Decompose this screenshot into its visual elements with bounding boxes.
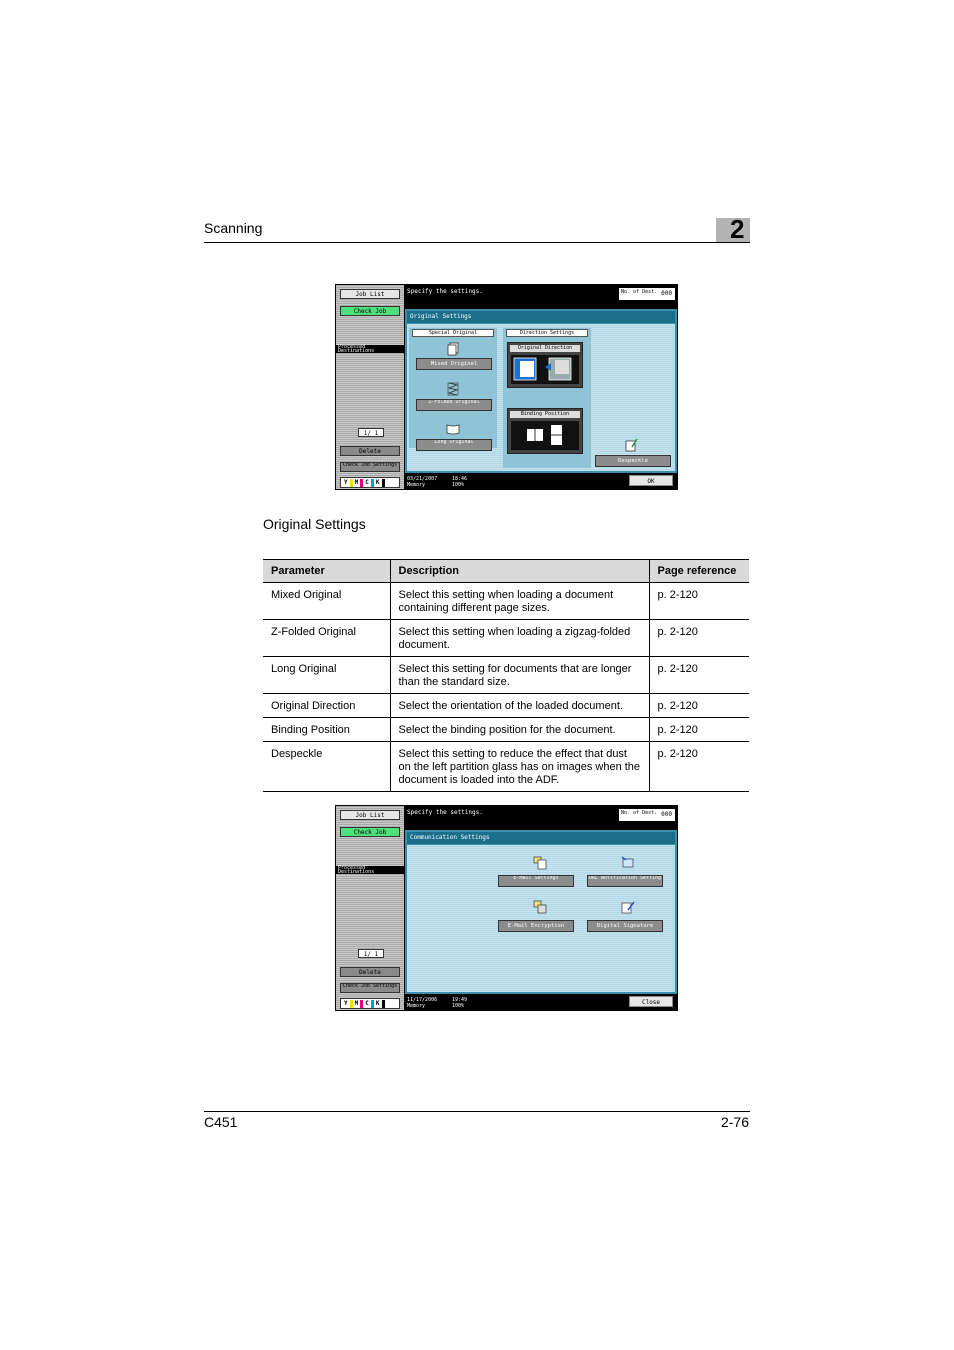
settings-content — [407, 845, 675, 992]
screen-title: Original Settings — [407, 311, 675, 323]
job-list-button[interactable]: Job List — [340, 810, 400, 820]
cell-description: Select this setting when loading a document containing different page sizes. — [390, 583, 649, 620]
header-description: Description — [390, 560, 649, 583]
cell-parameter: Despeckle — [263, 742, 390, 792]
cell-description: Select this setting for documents that are longer than the standard size. — [390, 657, 649, 694]
table-row — [263, 620, 749, 657]
toner-indicator — [340, 477, 400, 488]
cell-page-reference: p. 2-120 — [649, 657, 749, 694]
date-memory — [407, 997, 437, 1009]
digital-signature-button[interactable]: Digital Signature — [587, 920, 663, 932]
page-counter: 1/ 1 — [358, 428, 384, 437]
table-header-row — [263, 560, 749, 583]
close-button[interactable]: Close — [629, 996, 673, 1007]
memory-value: 100% — [452, 1003, 465, 1009]
page-counter: 1/ 1 — [358, 949, 384, 958]
destination-counter — [619, 288, 675, 300]
memory-label: Memory — [407, 1003, 426, 1009]
time-memory-value — [452, 476, 467, 488]
time-text: 19:49 — [452, 997, 468, 1003]
footer-rule — [204, 1111, 750, 1112]
digital-signature-icon — [621, 900, 635, 914]
long-original-icon — [446, 422, 460, 436]
long-original-button[interactable]: Long Original — [416, 439, 492, 451]
binding-position-preview — [511, 421, 579, 450]
z-folded-original-icon — [446, 382, 460, 396]
chapter-number: 2 — [730, 214, 745, 244]
job-list-button[interactable]: Job List — [340, 289, 400, 299]
toner-k-label: K — [375, 1000, 380, 1007]
memory-value: 100% — [452, 482, 465, 488]
special-original-group — [409, 328, 497, 448]
prompt-text: Specify the settings. — [407, 288, 483, 295]
footer-model: C451 — [204, 1114, 238, 1130]
check-job-settings-button[interactable]: Check Job Settings — [340, 462, 400, 472]
time-text: 18:46 — [452, 476, 468, 482]
table-row — [263, 583, 749, 620]
message-bar — [405, 285, 677, 309]
date-text: 11/17/2006 — [407, 997, 438, 1003]
cell-description: Select this setting when loading a zigzag-folded document. — [390, 620, 649, 657]
figure-caption: Original Settings — [263, 516, 366, 532]
cell-parameter: Original Direction — [263, 694, 390, 718]
cell-page-reference: p. 2-120 — [649, 620, 749, 657]
toner-k-label: K — [375, 479, 380, 486]
cell-parameter: Long Original — [263, 657, 390, 694]
counter-label: No. of Dest. — [621, 810, 658, 816]
email-settings-button[interactable]: E-Mail Settings — [498, 875, 574, 887]
email-encryption-icon — [533, 900, 547, 914]
counter-label: No. of Dest. — [621, 289, 658, 295]
cell-description: Select the binding position for the document. — [390, 718, 649, 742]
cell-parameter: Mixed Original — [263, 583, 390, 620]
binding-position-icon — [511, 421, 579, 449]
date-text: 03/21/2007 — [407, 476, 438, 482]
settings-area — [405, 830, 677, 994]
message-bar — [405, 806, 677, 830]
toner-indicator — [340, 998, 400, 1009]
original-direction-button[interactable] — [507, 342, 583, 388]
toner-c-label: C — [365, 1000, 369, 1007]
parameter-table — [263, 559, 749, 792]
cell-description: Select the orientation of the loaded document. — [390, 694, 649, 718]
toner-m-label: M — [354, 479, 359, 486]
settings-content — [407, 324, 675, 471]
cell-page-reference: p. 2-120 — [649, 583, 749, 620]
toner-m-label: M — [354, 1000, 359, 1007]
cell-page-reference: p. 2-120 — [649, 718, 749, 742]
toner-y-label: Y — [344, 479, 348, 486]
cell-page-reference: p. 2-120 — [649, 742, 749, 792]
despeckle-icon — [624, 438, 638, 452]
communication-settings-screenshot — [335, 805, 678, 1011]
check-job-button[interactable]: Check Job — [340, 827, 400, 837]
processed-destinations-label: Processed Destinations — [336, 866, 404, 874]
toner-y-label: Y — [344, 1000, 348, 1007]
url-notification-button[interactable]: URL Notification Setting — [587, 875, 663, 887]
cell-parameter: Binding Position — [263, 718, 390, 742]
header-page-reference: Page reference — [649, 560, 749, 583]
z-folded-original-button[interactable]: Z-Folded Original — [416, 399, 492, 411]
table-row — [263, 742, 749, 792]
destination-counter — [619, 809, 675, 821]
url-notification-icon — [621, 856, 635, 870]
prompt-text: Specify the settings. — [407, 809, 483, 816]
original-direction-icon — [511, 355, 579, 383]
binding-position-button[interactable] — [507, 408, 583, 454]
delete-button[interactable]: Delete — [340, 446, 400, 456]
memory-label: Memory — [407, 482, 426, 488]
cell-description: Select this setting to reduce the effect that dust on the left partition glass has on images when the document is loaded into the ADF. — [390, 742, 649, 792]
table-row — [263, 718, 749, 742]
direction-settings-group — [503, 328, 591, 468]
status-bar — [405, 473, 677, 489]
counter-value: 000 — [661, 811, 672, 818]
original-direction-label: Original Direction — [510, 345, 580, 352]
left-panel — [336, 806, 404, 1010]
footer-page-number: 2-76 — [720, 1114, 749, 1130]
cell-page-reference: p. 2-120 — [649, 694, 749, 718]
check-job-button[interactable]: Check Job — [340, 306, 400, 316]
email-encryption-button[interactable]: E-Mail Encryption — [498, 920, 574, 932]
screen-title: Communication Settings — [407, 832, 675, 844]
running-header-title: Scanning — [204, 220, 263, 236]
header-parameter: Parameter — [263, 560, 390, 583]
counter-value: 000 — [661, 290, 672, 297]
mixed-original-icon — [446, 342, 460, 356]
date-memory — [407, 476, 437, 488]
toner-c-label: C — [365, 479, 369, 486]
table-row — [263, 694, 749, 718]
ok-button[interactable]: OK — [629, 475, 673, 486]
despeckle-button[interactable]: Despeckle — [595, 455, 671, 467]
special-original-label: Special Original — [412, 329, 494, 337]
processed-destinations-label: Processed Destinations — [336, 345, 404, 353]
original-settings-screenshot — [335, 284, 678, 490]
table-row — [263, 657, 749, 694]
left-panel — [336, 285, 404, 489]
original-direction-preview — [511, 355, 579, 384]
header-rule — [204, 242, 750, 243]
check-job-settings-button[interactable]: Check Job Settings — [340, 983, 400, 993]
cell-parameter: Z-Folded Original — [263, 620, 390, 657]
mixed-original-button[interactable]: Mixed Original — [416, 358, 492, 370]
time-memory-value — [452, 997, 467, 1009]
binding-position-label: Binding Position — [510, 411, 580, 418]
direction-settings-label: Direction Settings — [506, 329, 588, 337]
email-settings-icon — [533, 856, 547, 870]
settings-area — [405, 309, 677, 473]
delete-button[interactable]: Delete — [340, 967, 400, 977]
status-bar — [405, 994, 677, 1010]
